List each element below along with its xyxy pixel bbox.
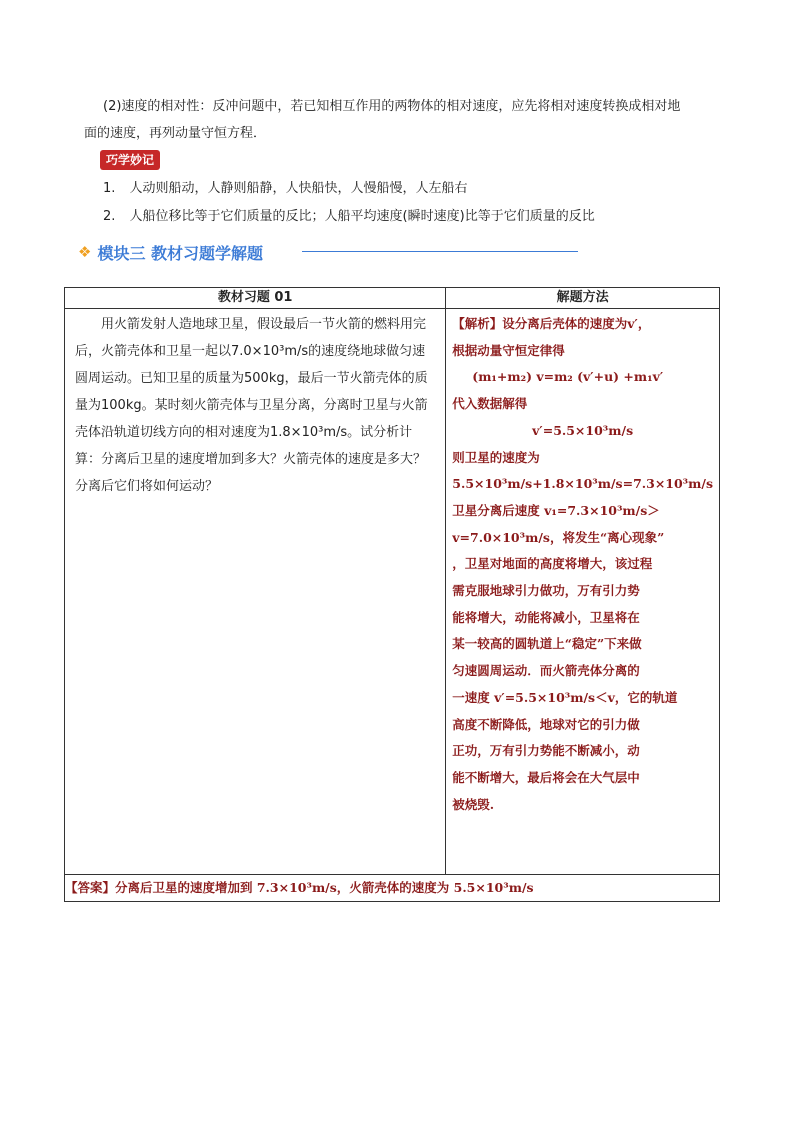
tip-number: 2. <box>103 209 116 224</box>
exercise-table <box>64 287 720 902</box>
solution-line: 正功，万有引力势能不断减小，动 <box>452 743 640 759</box>
question-text: 用火箭发射人造地球卫星，假设最后一节火箭的燃料用完后，火箭壳体和卫星一起以7.0×10³m/s的速度绕地球做匀速圆周运动。已知卫星的质量为500kg，最后一节火箭壳体的质量为100kg。某时刻火箭壳体与卫星分离，分离时卫星与火箭壳体沿轨道切线方向的相对速度为1.8×10³m/s。试分析计算：分离后卫星的速度增加到多大？火箭壳体的速度是多大？分离后它们将如何运动？ <box>75 317 428 494</box>
tip-item-1 <box>103 180 468 198</box>
solution-body <box>446 309 719 818</box>
content-row <box>65 309 720 875</box>
section-heading <box>78 240 263 264</box>
section-title: 模块三 教材习题学解题 <box>97 243 264 263</box>
solution-header: 解题方法 <box>446 288 720 309</box>
solution-line: v=7.0×10³m/s，将发生“离心现象” <box>452 529 665 545</box>
solution-line: 被烧毁. <box>452 796 495 812</box>
solution-line: 代入数据解得 <box>452 396 528 412</box>
header-row <box>65 288 720 309</box>
solution-line: 则卫星的速度为 <box>452 449 540 465</box>
tip-text: 人动则船动，人静则船静，人快船快，人慢船慢，人左船右 <box>129 181 468 196</box>
solution-line: 能不断增大，最后将会在大气层中 <box>452 769 640 785</box>
solution-line: 一速度 v′=5.5×10³m/s＜v，它的轨道 <box>452 689 678 705</box>
answer-row <box>65 875 720 902</box>
solution-line: 需克服地球引力做功，万有引力势 <box>452 583 640 599</box>
question-header: 教材习题 01 <box>65 288 446 309</box>
solution-cell <box>446 309 720 875</box>
solution-line: 根据动量守恒定律得 <box>452 342 565 358</box>
solution-result: v′=5.5×10³m/s <box>532 422 634 438</box>
heading-divider <box>302 251 578 252</box>
solution-line: 【解析】设分离后壳体的速度为v′， <box>452 316 651 331</box>
solution-line: 高度不断降低，地球对它的引力做 <box>452 716 640 732</box>
intro-line-2: 面的速度，再列动量守恒方程． <box>84 126 267 141</box>
tip-number: 1. <box>103 181 116 196</box>
tip-text: 人船位移比等于它们质量的反比；人船平均速度(瞬时速度)比等于它们质量的反比 <box>129 209 595 224</box>
tip-item-2 <box>103 208 595 226</box>
intro-line-1: (2)速度的相对性：反冲问题中，若已知相互作用的两物体的相对速度，应先将相对速度转换成相对地 <box>103 99 681 114</box>
solution-line: 能将增大，动能将减小，卫星将在 <box>452 609 640 625</box>
solution-line: ，卫星对地面的高度将增大，该过程 <box>452 556 653 572</box>
solution-line: 匀速圆周运动．而火箭壳体分离的 <box>452 663 640 679</box>
solution-line: 卫星分离后速度 v₁=7.3×10³m/s＞ <box>452 502 660 518</box>
answer-text: 【答案】分离后卫星的速度增加到 7.3×10³m/s，火箭壳体的速度为 5.5×10³m/s <box>65 875 720 902</box>
solution-line: 5.5×10³m/s+1.8×10³m/s=7.3×10³m/s <box>452 476 713 492</box>
solution-line: 某一较高的圆轨道上“稳定”下来做 <box>452 636 642 652</box>
question-cell <box>65 309 446 875</box>
solution-equation: (m₁+m₂) v=m₂ (v′+u) +m₁v′ <box>472 369 664 385</box>
diamond-icon: ❖ <box>78 243 92 261</box>
memory-tip-badge: 巧学妙记 <box>100 150 160 170</box>
